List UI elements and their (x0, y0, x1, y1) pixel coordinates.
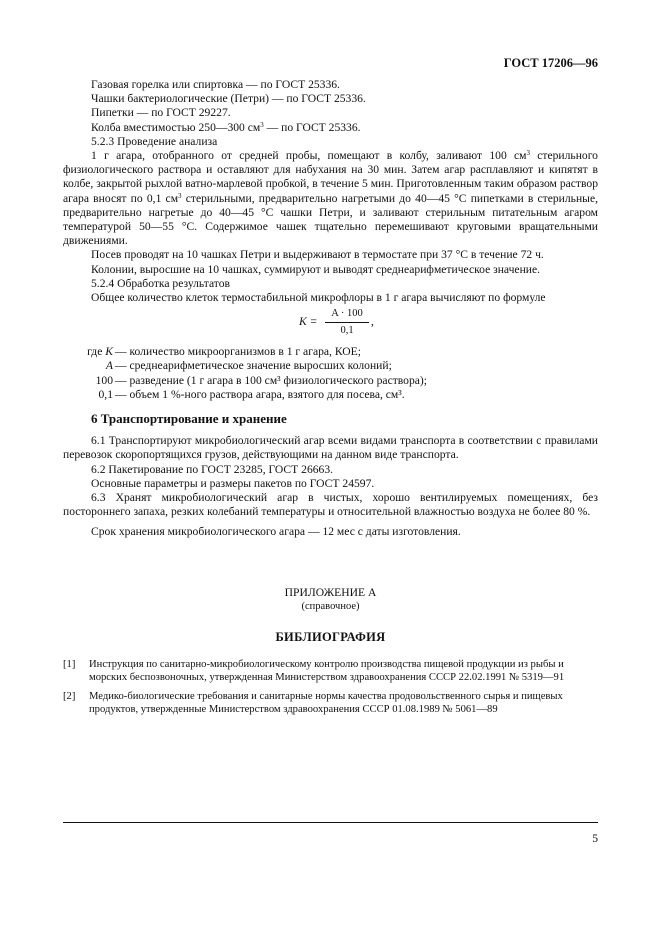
bibliography-entry-text: Медико-биологические требования и санитарные нормы качества продовольственного сырья и пищевых продуктов, утвержденные Министерством здравоохранения СССР 01.08.1989 № 5061—89 (89, 691, 563, 716)
legend-row-desc: — количество микроорганизмов в 1 г агара, КОЕ; (115, 345, 361, 359)
equipment-line-2: Чашки бактериологические (Петри) — по ГОСТ 25336. (91, 92, 366, 106)
document-code-header: ГОСТ 17206—96 (503, 56, 598, 70)
section-6-paragraph-5: Срок хранения микробиологического агара — 12 мес с даты изготовления. (91, 525, 461, 539)
legend-row-desc: — среднеарифметическое значение выросших колоний; (115, 359, 392, 373)
bibliography-title: БИБЛИОГРАФИЯ (275, 630, 386, 645)
formula-legend (63, 345, 598, 402)
legend-row-sym: 0,1 (98, 387, 113, 401)
bibliography-entry (63, 658, 598, 684)
bibliography-entry (63, 690, 598, 716)
section-5-2-4-heading: 5.2.4 Обработка результатов (91, 276, 230, 290)
section-5-2-3-paragraph-1: 1 г агара, отобранного от средней пробы, помещают в колбу, заливают 100 $см^3$ стерильного физиологического раствора и оставляют для набухания на 30 мин. Затем агар расплавляют и кипятят в колбе, закрытой рыхлой ватно-марлевой пробкой, в течение 5 мин. Приготовленным таким образом раствор агара вносят по 0,1 $см^3$ стерильными, предварительно нагретыми до 40—45 °С пипетками в стерильные, предварительно нагретые до 40—45 °С чашки Петри, и заливают стерильным питательным агаром температурой 50—55 °С. Содержимое чашек тщательно перемешивают круговыми вращательными движениями. (63, 149, 598, 248)
legend-row-desc: — объем 1 %-ного раствора агара, взятого для посева, см³. (115, 387, 405, 401)
equipment-line-3: Пипетки — по ГОСТ 29227. (91, 106, 231, 120)
section-5-2-3-heading: 5.2.3 Проведение анализа (91, 134, 218, 148)
bibliography-entry-number: [1] (63, 659, 76, 671)
section-5-2-4-paragraph-1: Общее количество клеток термостабильной микрофлоры в 1 г агара вычисляют по формуле (91, 291, 546, 305)
footer-rule (63, 822, 598, 823)
formula-end: , (371, 315, 374, 329)
section-6-paragraph-4: 6.3 Хранят микробиологический агар в чистых, хорошо вентилируемых помещениях, без постороннего запаха, резких колебаний температуры и относительной влажностью воздуха не более 80 %. (63, 491, 598, 519)
section-6-paragraph-3: Основные параметры и размеры пакетов по ГОСТ 24597. (91, 476, 375, 490)
formula-denominator: 0,1 (340, 325, 354, 337)
legend-row-sym: A (105, 359, 113, 373)
bibliography-entry-number: [2] (63, 691, 76, 703)
body-text (63, 78, 598, 722)
formula (63, 307, 598, 343)
equipment-line-1: Газовая горелка или спиртовка — по ГОСТ 25336. (91, 78, 340, 91)
appendix-subtitle: (справочное) (301, 600, 360, 612)
section-5-2-3-paragraph-3: Колонии, выросшие на 10 чашках, суммируют и выводят среднеарифметическое значение. (91, 262, 541, 276)
legend-row-desc: — разведение (1 г агара в 100 см³ физиологического раствора); (115, 373, 428, 387)
section-6-title: 6 Транспортирование и хранение (91, 411, 287, 427)
section-5-2-3-paragraph-2: Посев проводят на 10 чашках Петри и выдерживают в термостате при 37 °С в течение 72 ч. (91, 248, 544, 262)
formula-fraction (325, 307, 369, 338)
bibliography-entry-text: Инструкция по санитарно-микробиологическому контролю производства пищевой продукции из рыбы и морских беспозвоночных, утвержденная Министерством здравоохранения СССР 22.02.1991 № 5319—91 (89, 659, 565, 684)
section-6-paragraph-2: 6.2 Пакетирование по ГОСТ 23285, ГОСТ 26663. (91, 462, 334, 476)
legend-row-sym: 100 (95, 373, 113, 387)
section-6-paragraph-1: 6.1 Транспортируют микробиологический агар всеми видами транспорта в соответствии с правилами перевозок скоропортящихся грузов, действующими на данном виде транспорта. (63, 434, 598, 462)
formula-numerator: A · 100 (325, 307, 369, 323)
legend-row-sym: где K (87, 345, 113, 359)
page-number: 5 (592, 832, 598, 845)
equipment-line-flask: Колба вместимостью 250—300 $см^3$ — по ГОСТ 25336. (91, 120, 361, 134)
formula-lhs: K = (299, 315, 318, 329)
appendix-title: ПРИЛОЖЕНИЕ А (284, 585, 377, 599)
